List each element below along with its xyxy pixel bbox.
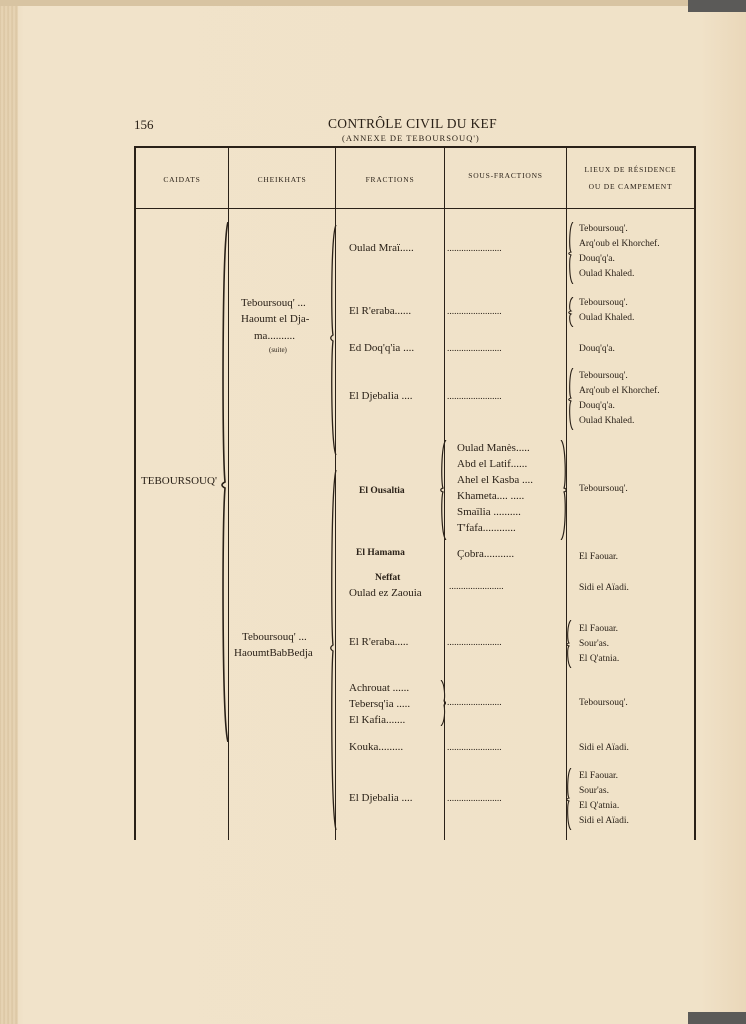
- sous-fraction-item: Khameta.... .....: [457, 490, 525, 502]
- cheikhat-1-brace: [328, 225, 338, 455]
- lieu-item: Sidi el Aïadi.: [579, 583, 629, 593]
- dot-leader: .......................: [447, 638, 502, 648]
- lieux-brace: [565, 768, 573, 830]
- sous-fraction-item: Oulad Manès.....: [457, 442, 530, 454]
- page-subtitle: (ANNEXE DE TEBOURSOUQ'): [342, 133, 480, 143]
- dot-leader: .......................: [449, 582, 504, 592]
- cheikhat-2-line2: HaoumtBabBedja: [234, 647, 313, 659]
- dot-leader: .......................: [447, 244, 502, 254]
- lieu-item: Teboursouq'.: [579, 371, 628, 381]
- lieu-item: Douq'q'a.: [579, 401, 615, 411]
- lieu-item: Douq'q'a.: [579, 344, 615, 354]
- lieu-item: Teboursouq'.: [579, 484, 628, 494]
- fraction-item: Ed Doq'q'ia ....: [349, 342, 415, 354]
- lieux-brace: [567, 297, 575, 327]
- sous-fraction-brace-right: [559, 440, 569, 540]
- header-lieux: LIEUX DE RÉSIDENCE: [584, 165, 677, 174]
- page-title: CONTRÔLE CIVIL DU KEF: [328, 116, 497, 131]
- fraction-item: El R'eraba......: [349, 305, 412, 317]
- fraction-group-brace: [439, 680, 447, 726]
- cheikhat-2-line1: Teboursouq' ...: [242, 631, 307, 643]
- scan-corner-mark: [688, 1012, 746, 1024]
- sous-fraction-item: Ahel el Kasba ....: [457, 474, 534, 486]
- dot-leader: .......................: [447, 743, 502, 753]
- sous-fraction-item: Çobra...........: [457, 548, 515, 560]
- page-stack-edge: [0, 0, 18, 1024]
- lieu-item: El Faouar.: [579, 771, 619, 781]
- cheikhat-1-line1: Teboursouq' ...: [241, 297, 306, 309]
- lieu-item: El Faouar.: [579, 552, 619, 562]
- lieu-item: Teboursouq'.: [579, 698, 628, 708]
- lieu-item: Sidi el Aïadi.: [579, 743, 629, 753]
- lieu-item: Oulad Khaled.: [579, 416, 635, 426]
- fraction-item: Tebersq'ia .....: [349, 698, 411, 710]
- cheikhat-1-line2: Haoumt el Dja-: [241, 313, 310, 325]
- cheikhat-2-brace: [328, 470, 338, 830]
- fraction-item: Achrouat ......: [349, 682, 410, 694]
- header-sous-fractions: SOUS-FRACTIONS: [468, 171, 543, 180]
- header-fractions: FRACTIONS: [365, 175, 415, 184]
- sous-fraction-item: Smaïlia ..........: [457, 506, 521, 518]
- fraction-item: El Djebalia ....: [349, 792, 413, 804]
- lieu-item: Arq'oub el Khorchef.: [579, 386, 660, 396]
- scan-corner-mark: [688, 0, 746, 12]
- fraction-item: El Ousaltia: [359, 486, 405, 496]
- lieu-item: El Faouar.: [579, 624, 619, 634]
- caidat-name: TEBOURSOUQ': [141, 475, 217, 487]
- fraction-item: El Hamama: [356, 548, 405, 558]
- lieux-brace: [567, 368, 575, 430]
- lieu-item: Douq'q'a.: [579, 254, 615, 264]
- lieu-item: El Q'atnia.: [579, 654, 620, 664]
- fraction-item: Oulad Mraï.....: [349, 242, 414, 254]
- lieu-item: Teboursouq'.: [579, 224, 628, 234]
- lieu-item: Oulad Khaled.: [579, 313, 635, 323]
- header-lieux-2: OU DE CAMPEMENT: [588, 182, 673, 191]
- lieu-item: Oulad Khaled.: [579, 269, 635, 279]
- lieu-item: El Q'atnia.: [579, 801, 620, 811]
- caidat-brace: [219, 222, 231, 742]
- header-rule: [136, 208, 694, 209]
- dot-leader: .......................: [447, 392, 502, 402]
- dot-leader: .......................: [447, 794, 502, 804]
- fraction-item: El Kafia.......: [349, 714, 406, 726]
- sous-fraction-item: T'fafa............: [457, 522, 516, 534]
- lieux-brace: [567, 222, 575, 284]
- cheikhat-1-line3: ma..........: [254, 330, 295, 342]
- page-number: 156: [134, 117, 154, 132]
- lieux-brace: [565, 620, 573, 668]
- lieu-item: Arq'oub el Khorchef.: [579, 239, 660, 249]
- lieu-item: Teboursouq'.: [579, 298, 628, 308]
- sous-fraction-brace: [438, 440, 448, 540]
- lieu-item: Sour'as.: [579, 639, 609, 649]
- fraction-item: Neffat: [375, 573, 401, 583]
- dot-leader: .......................: [447, 307, 502, 317]
- sous-fraction-item: Abd el Latif......: [457, 458, 528, 470]
- header-cheikhats: CHEIKHATS: [257, 175, 307, 184]
- fraction-item: Kouka.........: [349, 741, 404, 753]
- fraction-item: Oulad ez Zaouia: [349, 587, 422, 599]
- cheikhat-1-note: (suite): [269, 346, 287, 354]
- header-caidats: CAIDATS: [163, 175, 201, 184]
- lieu-item: Sour'as.: [579, 786, 609, 796]
- page-top-edge: [0, 0, 746, 6]
- lieu-item: Sidi el Aïadi.: [579, 816, 629, 826]
- dot-leader: .......................: [447, 344, 502, 354]
- fraction-item: El R'eraba.....: [349, 636, 409, 648]
- dot-leader: .......................: [447, 698, 502, 708]
- fraction-item: El Djebalia ....: [349, 390, 413, 402]
